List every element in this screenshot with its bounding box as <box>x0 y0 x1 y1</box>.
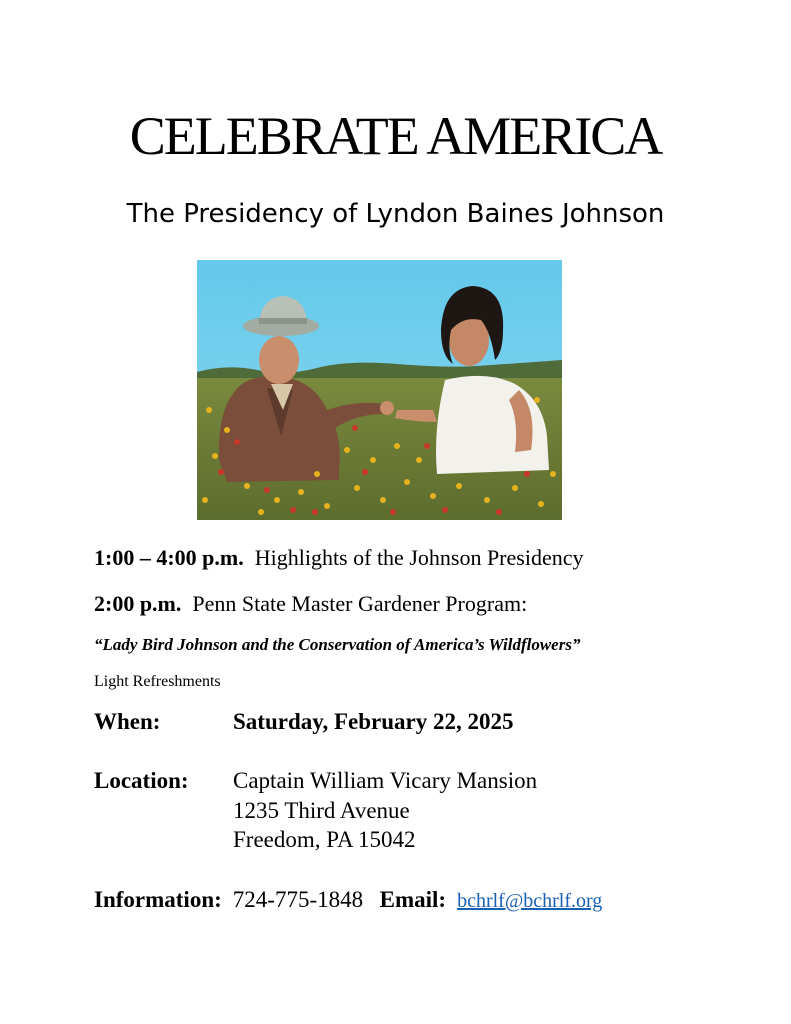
location-line-3: Freedom, PA 15042 <box>233 827 416 852</box>
phone-number: 724-775-1848 <box>232 887 364 912</box>
flyer-title: CELEBRATE AMERICA <box>129 106 662 166</box>
schedule-item-1-desc: Highlights of the Johnson Presidency <box>254 545 584 570</box>
photo-lbj-lady-bird-wildflowers <box>197 260 562 520</box>
schedule-item-2-desc: Penn State Master Gardener Program: <box>192 591 528 616</box>
location-line-1: Captain William Vicary Mansion <box>233 768 538 793</box>
location-label: Location: <box>94 768 189 793</box>
location-line-2: 1235 Third Avenue <box>233 798 410 823</box>
schedule-item-2-time: 2:00 p.m. <box>94 591 182 616</box>
flyer-subtitle: The Presidency of Lyndon Baines Johnson <box>126 199 665 229</box>
refreshments-note: Light Refreshments <box>94 673 221 690</box>
schedule-item-2 <box>94 590 527 618</box>
program-title: “Lady Bird Johnson and the Conservation of America’s Wildflowers” <box>94 635 581 654</box>
when-label: When: <box>94 709 161 734</box>
email-label: Email: <box>379 887 447 912</box>
email-link[interactable]: bchrlf@bchrlf.org <box>457 890 603 912</box>
information-row <box>94 886 602 915</box>
when-value: Saturday, February 22, 2025 <box>233 709 514 734</box>
schedule-item-1-time: 1:00 – 4:00 p.m. <box>94 545 244 570</box>
information-label: Information: <box>94 887 222 912</box>
schedule-item-1 <box>94 544 583 572</box>
